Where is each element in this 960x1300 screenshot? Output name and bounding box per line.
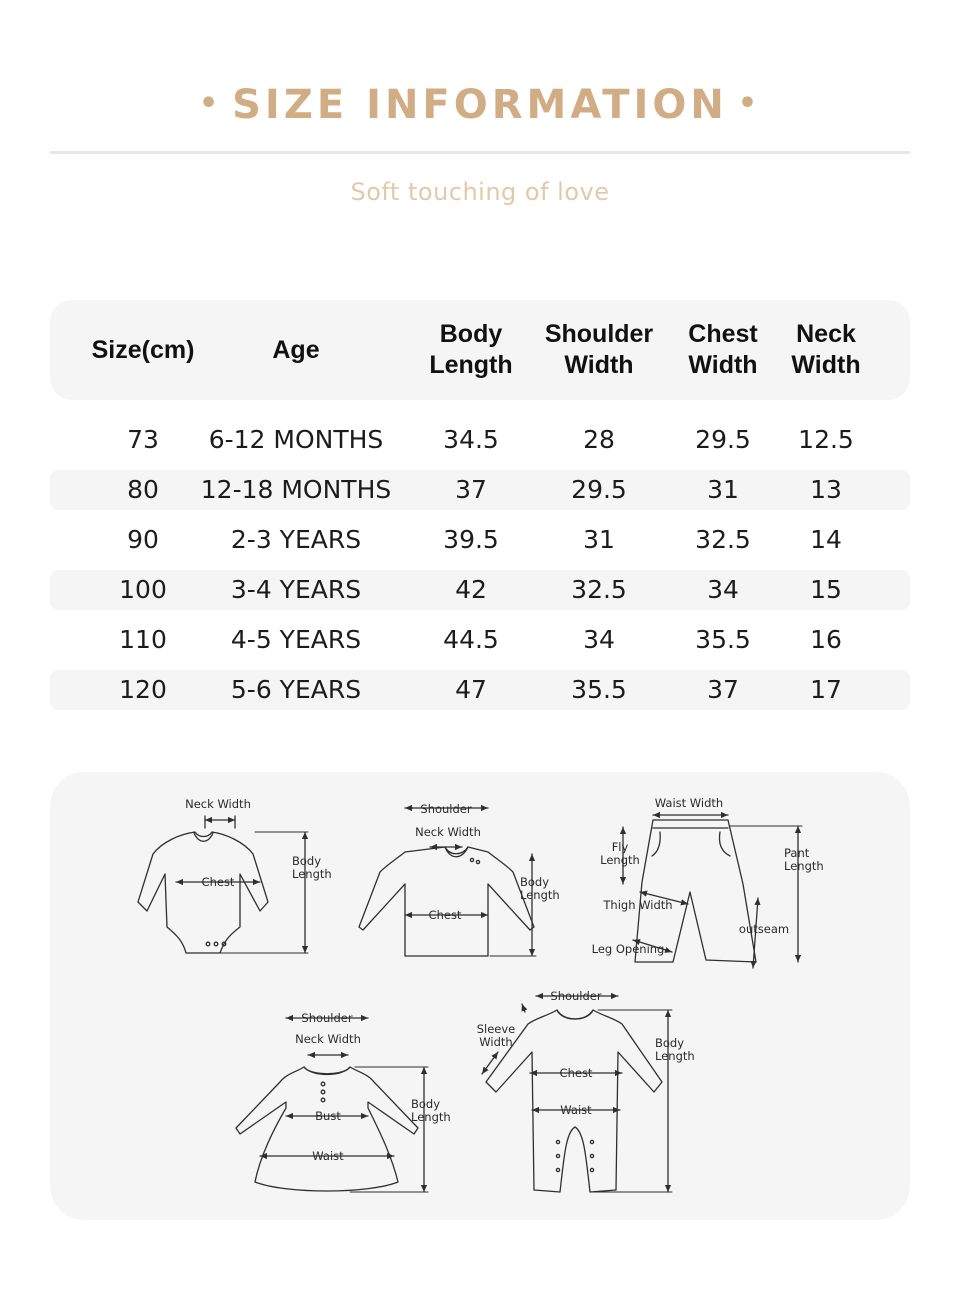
pocket-left — [652, 832, 660, 856]
snap-button — [214, 942, 218, 946]
cell-shoulder-width: 29.5 — [571, 475, 627, 504]
dress-bust-label: Bust — [315, 1109, 341, 1123]
cell-age: 3-4 YEARS — [230, 575, 362, 604]
table-row — [50, 620, 910, 660]
romper-chest-label: Chest — [559, 1066, 593, 1080]
cell-chest-width: 34 — [707, 575, 739, 604]
snap-button — [590, 1140, 593, 1143]
measurement-diagrams — [50, 772, 910, 1220]
cell-shoulder-width: 32.5 — [571, 575, 627, 604]
pants-outseam-label: outseam — [738, 922, 790, 936]
snap-button — [556, 1154, 559, 1157]
col-header-age: Age — [272, 335, 320, 364]
col-header-size: Size(cm) — [91, 335, 195, 364]
cell-shoulder-width: 31 — [583, 525, 615, 554]
dress-button — [321, 1090, 325, 1094]
title-text: SIZE INFORMATION — [232, 82, 728, 128]
table-row — [50, 420, 910, 460]
snap-button — [206, 942, 210, 946]
dress-button — [321, 1098, 325, 1102]
table-row — [50, 670, 910, 710]
cell-shoulder-width: 34 — [583, 625, 615, 654]
cell-neck-width: 12.5 — [798, 425, 854, 454]
size-table — [50, 300, 910, 704]
cell-neck-width: 16 — [810, 625, 842, 654]
snap-button — [590, 1168, 593, 1171]
table-row — [50, 520, 910, 560]
cell-body-length: 47 — [455, 675, 487, 704]
col-header-body-length: Body Length — [429, 320, 513, 379]
cell-body-length: 37 — [455, 475, 487, 504]
cell-shoulder-width: 28 — [583, 425, 615, 454]
top-chest-label: Chest — [428, 908, 462, 922]
cell-neck-width: 15 — [810, 575, 842, 604]
top-body-length-label: Body Length — [520, 875, 560, 902]
snap-button — [556, 1168, 559, 1171]
cell-size: 80 — [127, 475, 159, 504]
cell-chest-width: 35.5 — [695, 625, 751, 654]
cell-chest-width: 31 — [707, 475, 739, 504]
shoulder-button — [470, 858, 473, 861]
dress-neck-width-label: Neck Width — [295, 1032, 361, 1046]
snap-button — [556, 1140, 559, 1143]
cell-neck-width: 13 — [810, 475, 842, 504]
pants-outline — [635, 820, 756, 962]
cell-size: 73 — [127, 425, 159, 454]
dress-body-length-label: Body Length — [411, 1097, 451, 1124]
dress-shoulder-label: Shoulder — [301, 1011, 353, 1025]
bodysuit-neck-width-label: Neck Width — [185, 797, 251, 811]
cell-size: 120 — [119, 675, 167, 704]
cell-size: 100 — [119, 575, 167, 604]
shoulder-button — [476, 860, 479, 863]
cell-size: 110 — [119, 625, 167, 654]
cell-age: 12-18 MONTHS — [200, 475, 392, 504]
dress-waist-label: Waist — [312, 1149, 344, 1163]
cell-age: 5-6 YEARS — [230, 675, 362, 704]
romper-sleeve-width-label: Sleeve Width — [476, 1022, 516, 1049]
cell-body-length: 39.5 — [443, 525, 499, 554]
bodysuit-chest-label: Chest — [201, 875, 235, 889]
table-row — [50, 470, 910, 510]
cell-neck-width: 17 — [810, 675, 842, 704]
sleeve-pointer — [522, 1004, 525, 1012]
cell-age: 6-12 MONTHS — [208, 425, 384, 454]
pants-fly-length-label: Fly Length — [600, 840, 640, 867]
romper-shoulder-label: Shoulder — [550, 989, 602, 1003]
pocket-right — [719, 832, 730, 856]
cell-body-length: 42 — [455, 575, 487, 604]
dress-button — [321, 1082, 325, 1086]
col-header-chest-width: Chest Width — [688, 320, 758, 379]
pants-leg-opening-label: Leg Opening — [591, 942, 665, 956]
bodysuit-outline — [138, 832, 268, 953]
table-header — [50, 300, 910, 400]
snap-button — [590, 1154, 593, 1157]
cell-body-length: 34.5 — [443, 425, 499, 454]
subtitle: Soft touching of love — [350, 178, 610, 206]
romper-body-length-label: Body Length — [655, 1036, 695, 1063]
cell-age: 2-3 YEARS — [230, 525, 362, 554]
pants-waist-width-label: Waist Width — [654, 796, 724, 810]
cell-chest-width: 29.5 — [695, 425, 751, 454]
cell-age: 4-5 YEARS — [230, 625, 362, 654]
dress-outline — [236, 1067, 418, 1191]
cell-size: 90 — [127, 525, 159, 554]
pants-pant-length-label: Pant Length — [784, 846, 824, 873]
top-shoulder-label: Shoulder — [420, 802, 472, 816]
cell-shoulder-width: 35.5 — [571, 675, 627, 704]
pants-thigh-width-label: Thigh Width — [603, 898, 673, 912]
cell-chest-width: 37 — [707, 675, 739, 704]
cell-body-length: 44.5 — [443, 625, 499, 654]
title-divider — [50, 151, 910, 154]
bodysuit-body-length-label: Body Length — [292, 854, 332, 881]
title-bullet-left: • — [198, 86, 223, 121]
page-title — [0, 82, 960, 128]
romper-waist-label: Waist — [560, 1103, 592, 1117]
table-row — [50, 570, 910, 610]
cell-chest-width: 32.5 — [695, 525, 751, 554]
col-header-neck-width: Neck Width — [791, 320, 861, 379]
cell-neck-width: 14 — [810, 525, 842, 554]
title-bullet-right: • — [737, 86, 762, 121]
sleeve-width-arrow — [482, 1052, 498, 1074]
col-header-shoulder-width: Shoulder Width — [544, 320, 654, 379]
top-neck-width-label: Neck Width — [415, 825, 481, 839]
top-outline — [359, 847, 534, 956]
romper-collar — [557, 1010, 593, 1019]
